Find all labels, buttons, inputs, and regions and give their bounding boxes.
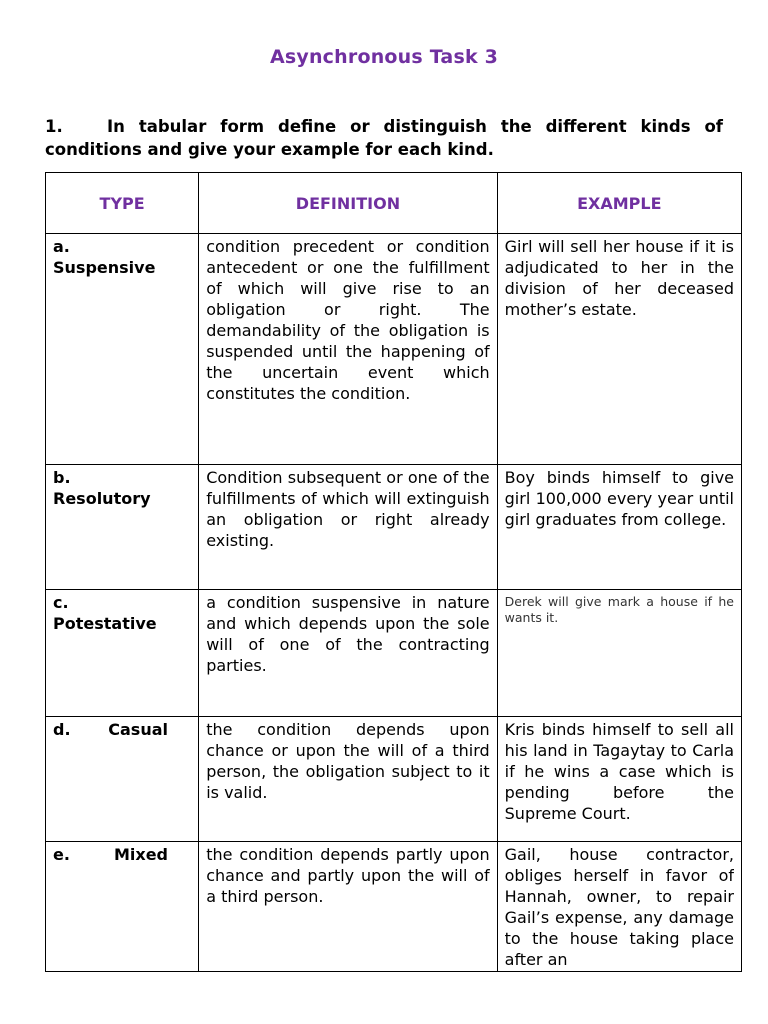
type-cell <box>46 590 199 717</box>
type-letter: b. <box>53 468 71 487</box>
definition-text: condition precedent or condition antecedent or one the fulfillment of which will give rise to an obligation or right. The demandability of the obligation is suspended until the happening of the uncertain event which constitutes the condition. <box>206 237 490 403</box>
type-letter: c. <box>53 593 69 612</box>
type-name: Potestative <box>53 614 157 633</box>
type-cell <box>46 842 199 972</box>
example-cell <box>497 234 741 465</box>
example-text: Kris binds himself to sell all his land in Tagaytay to Carla if he wins a case which is pending before the Supreme Court. <box>504 720 734 823</box>
table-row <box>46 717 742 842</box>
example-cell <box>497 717 741 842</box>
type-letter: d. <box>53 720 71 739</box>
type-name: Suspensive <box>53 258 156 277</box>
definition-cell <box>199 842 497 972</box>
type-cell <box>46 717 199 842</box>
example-text: Derek will give mark a house if he wants it. <box>504 594 734 625</box>
example-text: Boy binds himself to give girl 100,000 every year until girl graduates from college. <box>504 468 734 529</box>
type-cell <box>46 234 199 465</box>
header-example: EXAMPLE <box>497 173 741 234</box>
type-letter: e. <box>53 845 70 864</box>
table-row <box>46 465 742 590</box>
definition-text: the condition depends upon chance or upon the will of a third person, the obligation subject to it is valid. <box>206 720 490 802</box>
type-name: Resolutory <box>53 489 151 508</box>
type-letter: a. <box>53 237 70 256</box>
definition-cell <box>199 717 497 842</box>
question-text: In tabular form define or distinguish the different kinds of conditions and give your example for each kind. <box>45 117 723 159</box>
question-number: 1. <box>45 117 63 136</box>
type-name: Casual <box>108 720 168 739</box>
table-row <box>46 842 742 972</box>
header-type: TYPE <box>46 173 199 234</box>
table-header-row <box>46 173 742 234</box>
table-row <box>46 234 742 465</box>
example-cell <box>497 590 741 717</box>
example-cell <box>497 842 741 972</box>
definition-text: Condition subsequent or one of the fulfillments of which will extinguish an obligation or right already existing. <box>206 468 490 550</box>
definition-cell <box>199 465 497 590</box>
type-cell <box>46 465 199 590</box>
question-1 <box>45 116 723 161</box>
example-text: Girl will sell her house if it is adjudicated to her in the division of her deceased mother’s estate. <box>504 237 734 319</box>
example-text: Gail, house contractor, obliges herself in favor of Hannah, owner, to repair Gail’s expense, any damage to the house taking place after an <box>504 845 734 969</box>
type-name: Mixed <box>113 845 168 864</box>
definition-cell <box>199 590 497 717</box>
conditions-table <box>45 172 742 972</box>
document-title: Asynchronous Task 3 <box>269 46 499 68</box>
header-definition: DEFINITION <box>199 173 497 234</box>
example-cell <box>497 465 741 590</box>
definition-text: the condition depends partly upon chance and partly upon the will of a third person. <box>206 845 490 906</box>
definition-cell <box>199 234 497 465</box>
table-row <box>46 590 742 717</box>
definition-text: a condition suspensive in nature and which depends upon the sole will of one of the contracting parties. <box>206 593 490 675</box>
